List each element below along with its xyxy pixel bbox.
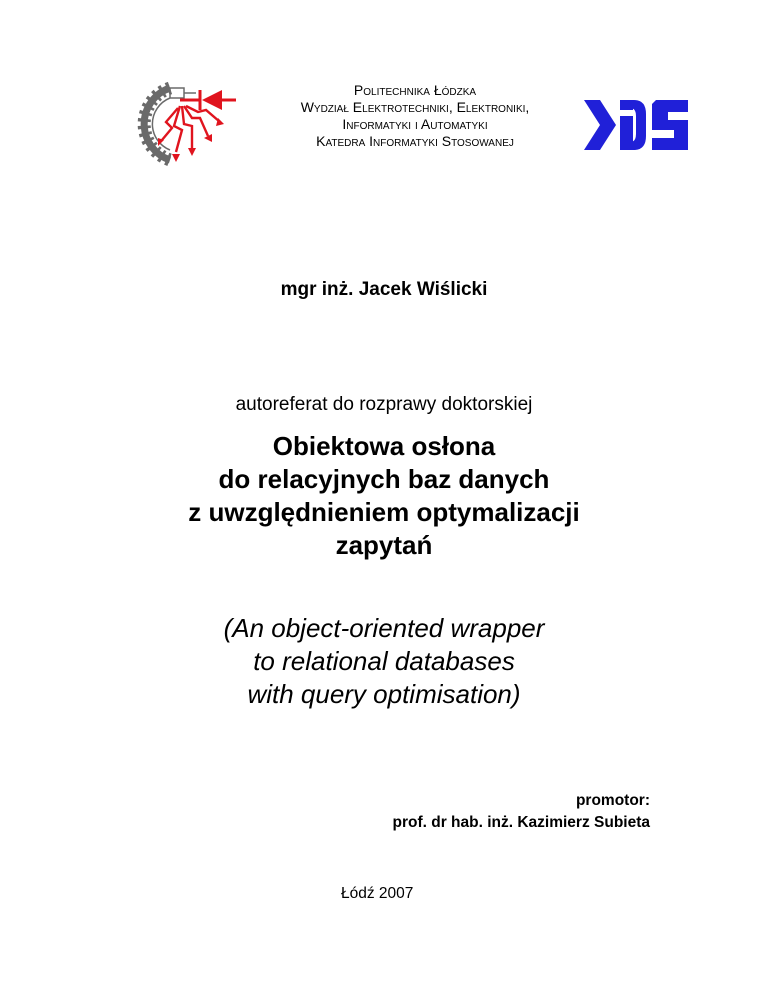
english-title — [0, 612, 768, 711]
promotor-name: prof. dr hab. inż. Kazimierz Subieta — [392, 814, 650, 831]
lightning-arrows-icon — [162, 106, 220, 152]
university-name: Politechnika Łódzka — [353, 82, 477, 98]
place-and-year: Łódź 2007 — [341, 885, 414, 902]
faculty-name-line1: Wydział Elektrotechniki, Elektroniki, — [300, 99, 530, 115]
promotor-section — [392, 790, 650, 834]
author-name: mgr inż. Jacek Wiślicki — [280, 279, 488, 300]
kis-logo-icon — [582, 96, 692, 154]
department-name: Katedra Informatyki Stosowanej — [316, 133, 514, 149]
thesis-title — [0, 430, 768, 562]
english-title-line: (An object-oriented wrapper — [223, 613, 545, 643]
title-line: do relacyjnych baz danych — [218, 464, 550, 494]
faculty-name-line2: Informatyki i Automatyki — [342, 116, 488, 132]
english-title-line: with query optimisation) — [247, 679, 521, 709]
institution-header — [250, 82, 580, 150]
promotor-label: promotor: — [575, 792, 650, 809]
document-subtitle: autoreferat do rozprawy doktorskiej — [235, 394, 533, 415]
university-logo-icon — [130, 78, 240, 166]
title-line: z uwzględnieniem optymalizacji — [188, 497, 580, 527]
title-line: zapytań — [335, 530, 433, 560]
english-title-line: to relational databases — [253, 646, 515, 676]
title-line: Obiektowa osłona — [272, 431, 496, 461]
